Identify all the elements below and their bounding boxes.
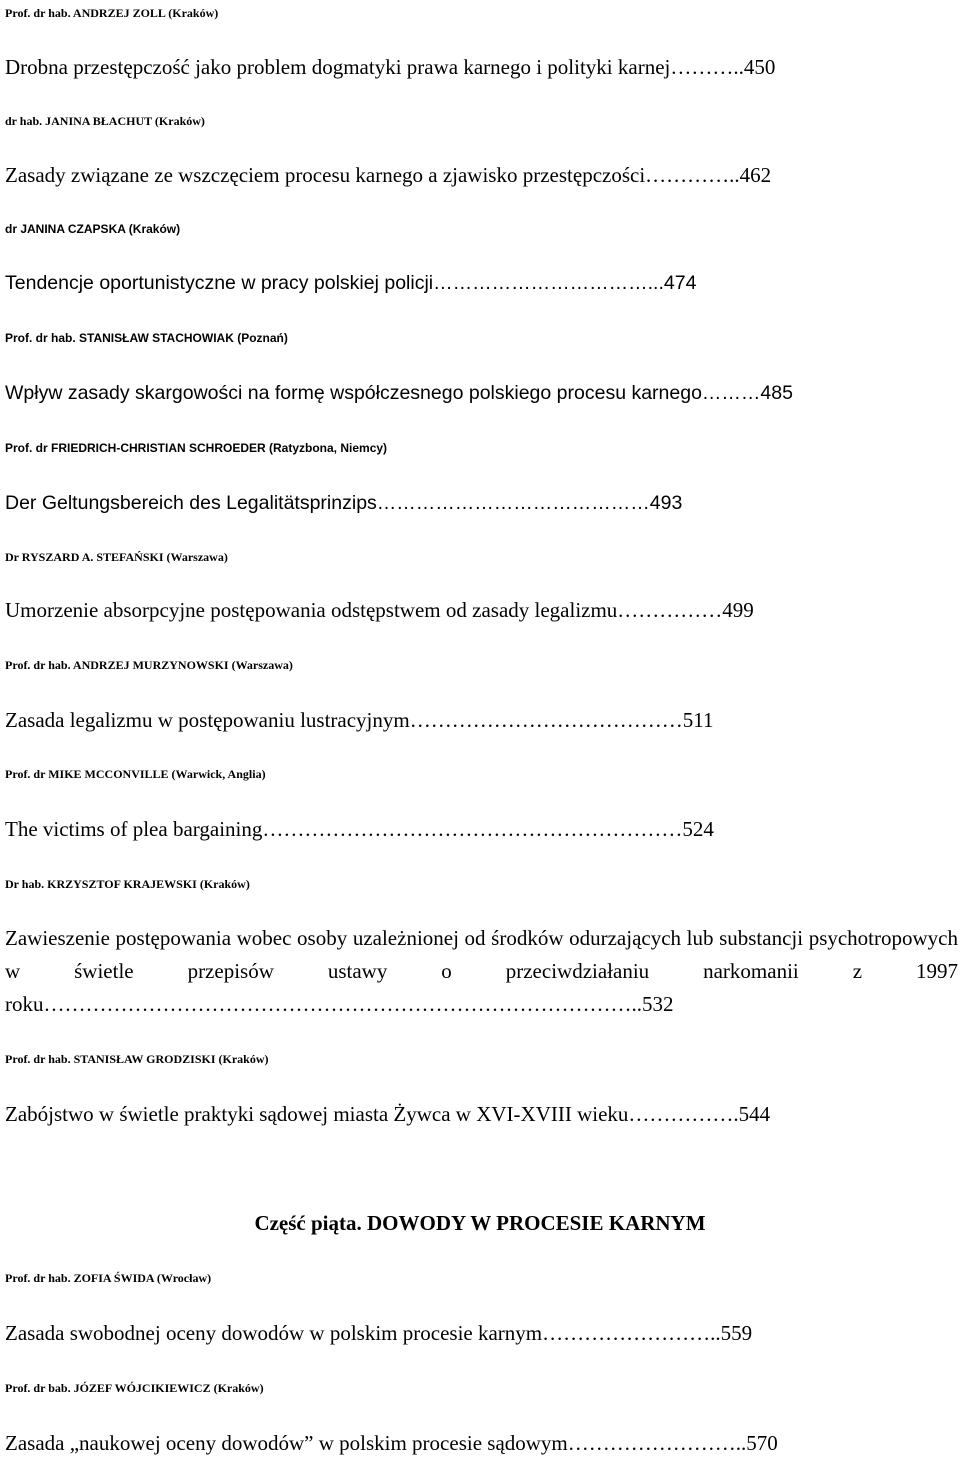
entry-author: Dr hab. KRZYSZTOF KRAJEWSKI (Kraków) xyxy=(5,877,250,891)
entry-author: dr JANINA CZAPSKA (Kraków) xyxy=(5,222,181,236)
entry-author: Dr RYSZARD A. STEFAŃSKI (Warszawa) xyxy=(5,550,228,564)
entry-title: Drobna przestępczość jako problem dogmatyki prawa karnego i polityki karnej………..450 xyxy=(5,55,776,79)
entry-title: Zasady związane ze wszczęciem procesu karnego a zjawisko przestępczości…………..462 xyxy=(5,163,772,187)
entry-author: Prof. dr hab. ZOFIA ŚWIDA (Wrocław) xyxy=(5,1271,212,1285)
entry-title: Zawieszenie postępowania wobec osoby uzależnionej od środków odurzających lub substancji psychotropowych w świetle przepisów ustawy o przeciwdziałaniu narkomanii z 1997 roku…………………………………………………………………………..532 xyxy=(5,926,958,1016)
entry-title: Zasada swobodnej oceny dowodów w polskim procesie karnym……………………..559 xyxy=(5,1321,753,1345)
entry-author: Prof. dr hab. ANDRZEJ MURZYNOWSKI (Warszawa) xyxy=(5,658,293,672)
entry-author: dr hab. JANINA BŁACHUT (Kraków) xyxy=(5,114,205,128)
entry-author: Prof. dr bab. JÓZEF WÓJCIKIEWICZ (Kraków) xyxy=(5,1381,264,1395)
section-heading: Część piąta. DOWODY W PROCESIE KARNYM xyxy=(254,1211,706,1235)
entry-title: Der Geltungsbereich des Legalitätsprinzips……………………………………493 xyxy=(5,492,683,514)
entry-title: Zabójstwo w świetle praktyki sądowej miasta Żywca w XVI-XVIII wieku…………….544 xyxy=(5,1102,771,1126)
entry-author: Prof. dr FRIEDRICH-CHRISTIAN SCHROEDER (Ratyzbona, Niemcy) xyxy=(5,441,388,455)
entry-author: Prof. dr hab. STANISŁAW GRODZISKI (Kraków) xyxy=(5,1052,269,1066)
entry-author: Prof. dr hab. ANDRZEJ ZOLL (Kraków) xyxy=(5,6,219,20)
entry-title: The victims of plea bargaining……………………………………………………524 xyxy=(5,817,714,841)
entry-title: Wpływ zasady skargowości na formę współczesnego polskiego procesu karnego………485 xyxy=(5,382,793,404)
entry-title: Zasada legalizmu w postępowaniu lustracyjnym…………………………………511 xyxy=(5,708,714,732)
entry-author: Prof. dr hab. STANISŁAW STACHOWIAK (Poznań) xyxy=(5,331,288,345)
entry-title: Umorzenie absorpcyjne postępowania odstępstwem od zasady legalizmu……………499 xyxy=(5,598,754,622)
entry-title: Tendencje oportunistyczne w pracy polskiej policji……………………………...474 xyxy=(5,272,697,294)
entry-title: Zasada „naukowej oceny dowodów” w polskim procesie sądowym……………………..570 xyxy=(5,1431,778,1455)
entry-author: Prof. dr MIKE MCCONVILLE (Warwick, Anglia) xyxy=(5,767,266,781)
